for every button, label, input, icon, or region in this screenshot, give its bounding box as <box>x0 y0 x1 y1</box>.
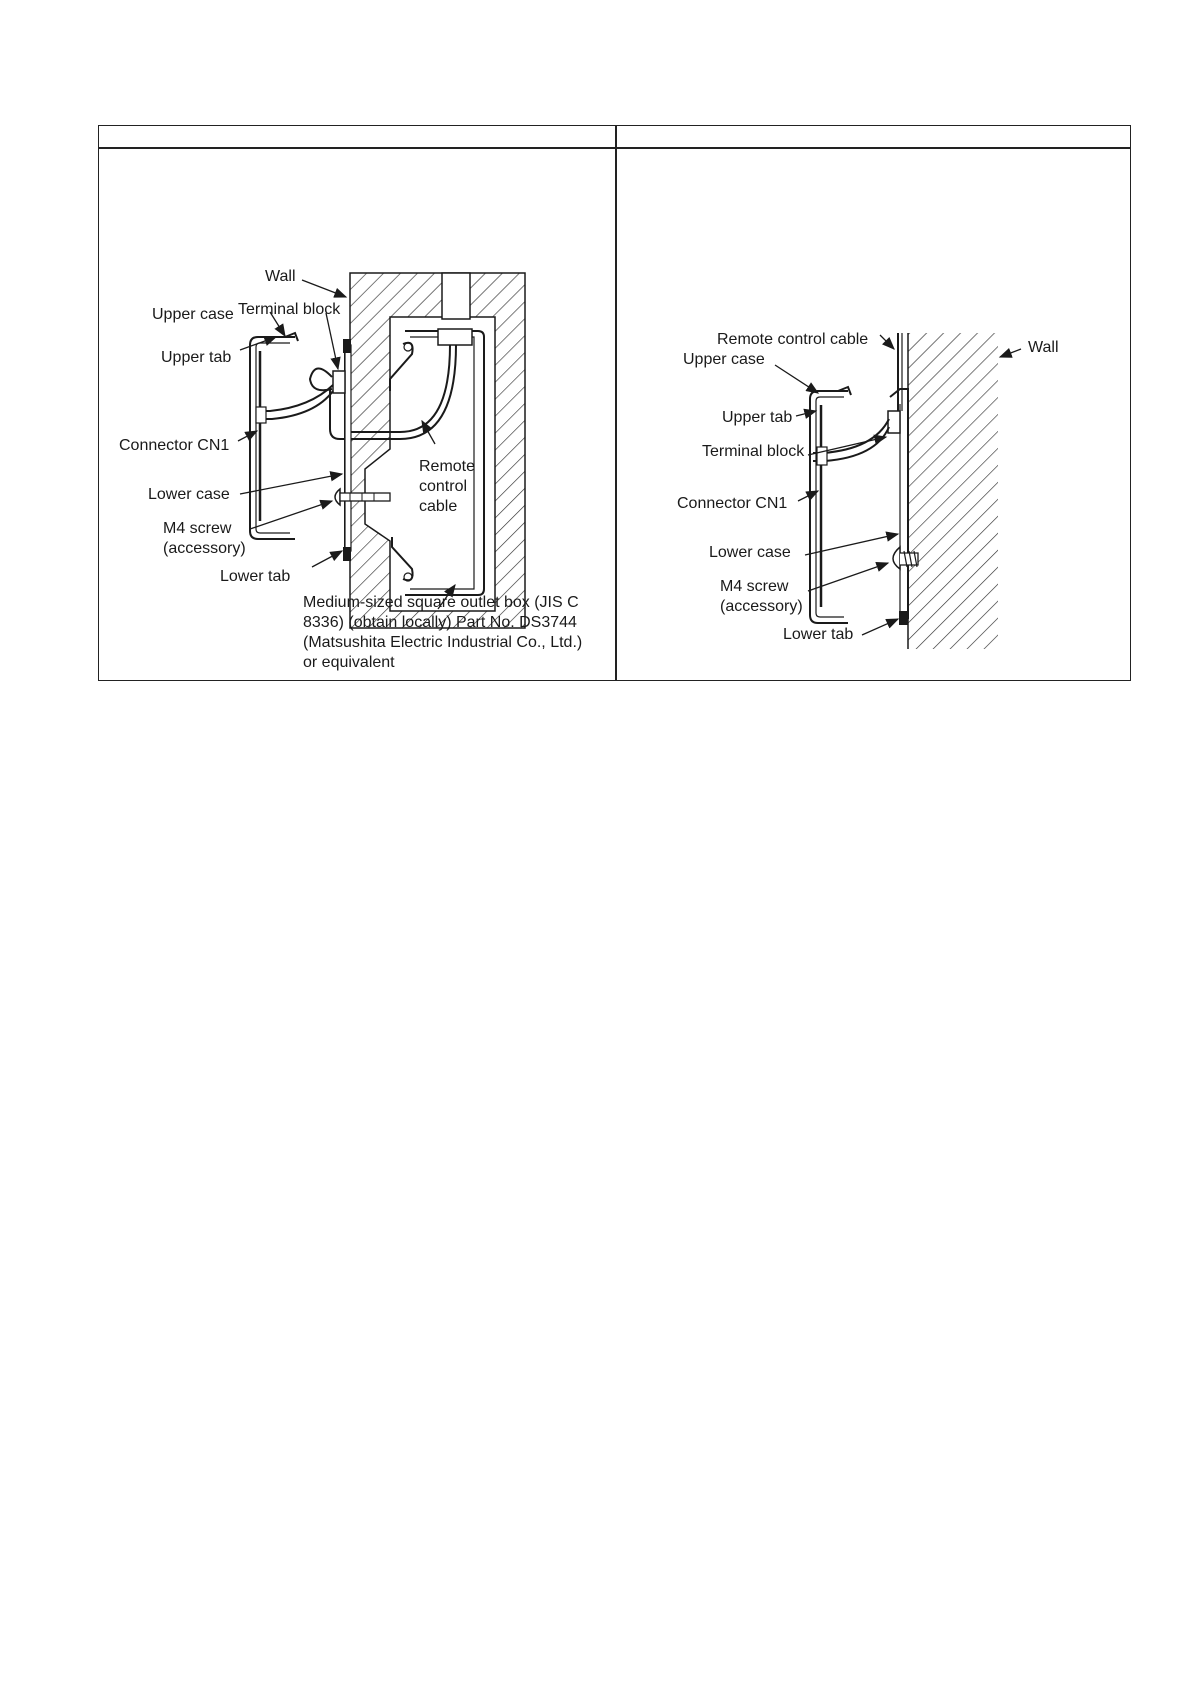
label-wall: Wall <box>1028 339 1059 356</box>
flush-mount-diagram <box>100 149 614 679</box>
label-lower-tab: Lower tab <box>783 626 854 643</box>
label-terminal-block: Terminal block <box>238 301 341 318</box>
label-remote-1: Remote <box>419 458 476 475</box>
label-remote-cable: Remote control cable <box>717 331 869 348</box>
label-upper-tab: Upper tab <box>161 349 232 366</box>
label-terminal-block: Terminal block <box>702 443 805 460</box>
wall-section <box>908 333 998 649</box>
upper-case <box>250 333 298 539</box>
label-m4-screw: M4 screw <box>163 520 232 537</box>
label-lower-tab: Lower tab <box>220 568 291 585</box>
label-m4-accessory: (accessory) <box>720 598 803 615</box>
wall-section <box>350 273 525 628</box>
label-outlet-box-3: (Matsushita Electric Industrial Co., Ltd.) <box>303 634 583 651</box>
wall-mount-diagram <box>618 149 1130 679</box>
left-header-cell <box>98 125 615 147</box>
label-upper-tab: Upper tab <box>722 409 793 426</box>
label-connector-cn1: Connector CN1 <box>677 495 788 512</box>
label-upper-case: Upper case <box>152 306 234 323</box>
label-upper-case: Upper case <box>683 351 765 368</box>
label-outlet-box-4: or equivalent <box>303 654 395 671</box>
label-remote-2: control <box>419 478 468 495</box>
label-m4-screw: M4 screw <box>720 578 789 595</box>
right-header-cell <box>617 125 1131 147</box>
remote-control-cable <box>898 333 902 414</box>
label-m4-accessory: (accessory) <box>163 540 246 557</box>
table-column-divider <box>615 125 617 681</box>
label-lower-case: Lower case <box>148 486 230 503</box>
label-remote-3: cable <box>419 498 458 515</box>
terminal-block <box>260 368 345 419</box>
label-outlet-box-1: Medium-sized square outlet box (JIS C <box>303 594 579 611</box>
label-outlet-box-2: 8336) (obtain locally) Part No. DS3744 <box>303 614 577 631</box>
label-wall: Wall <box>265 268 296 285</box>
label-connector-cn1: Connector CN1 <box>119 437 230 454</box>
label-lower-case: Lower case <box>709 544 791 561</box>
